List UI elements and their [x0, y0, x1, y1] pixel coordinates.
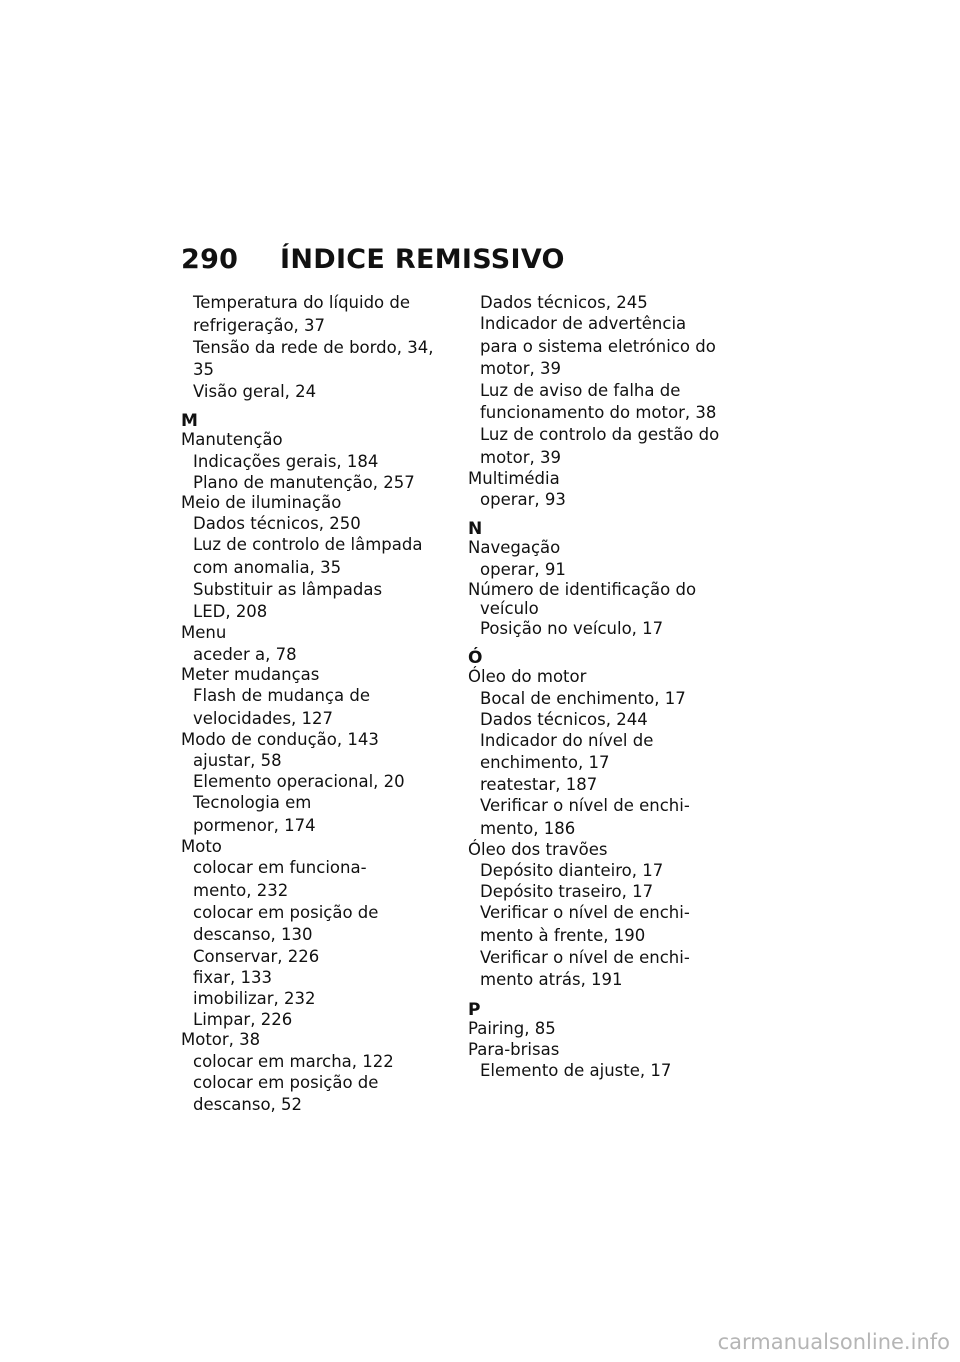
index-entry: Navegação — [468, 538, 561, 557]
index-subentry: ajustar, 58 — [193, 751, 282, 770]
index-subentry-continuation: para o sistema eletrónico do — [480, 336, 716, 356]
index-subentry: Dados técnicos, 244 — [480, 709, 648, 729]
index-letter-heading: N — [468, 519, 483, 539]
index-entry: Óleo dos travões — [468, 839, 608, 859]
index-subentry: Luz de controlo de lâmpada — [193, 535, 423, 554]
index-subentry-continuation: mento, 186 — [480, 818, 576, 838]
index-entry: Menu — [181, 623, 227, 642]
index-entry: Meio de iluminação — [181, 492, 342, 512]
index-subentry: Elemento operacional, 20 — [193, 772, 405, 791]
index-subentry: Indicador do nível de — [480, 730, 654, 750]
index-subentry: Temperatura do líquido de — [193, 293, 411, 312]
index-subentry-continuation: funcionamento do motor, 38 — [480, 403, 717, 422]
index-subentry: Depósito traseiro, 17 — [480, 882, 654, 901]
index-entry: Motor, 38 — [181, 1030, 261, 1049]
index-entry: Moto — [181, 836, 222, 856]
index-subentry: colocar em posição de — [193, 902, 379, 922]
index-entry: Meter mudanças — [181, 664, 320, 684]
index-subentry-continuation: mento atrás, 191 — [480, 970, 623, 989]
index-subentry-continuation: com anomalia, 35 — [193, 557, 342, 577]
index-entry: Modo de condução, 143 — [181, 729, 379, 749]
index-subentry: Visão geral, 24 — [193, 382, 317, 401]
index-subentry-continuation: motor, 39 — [480, 447, 562, 467]
index-subentry-continuation: descanso, 130 — [193, 925, 313, 944]
index-subentry: Verificar o nível de enchi- — [480, 947, 690, 967]
index-subentry: Indicador de advertência — [480, 314, 687, 333]
index-subentry: Substituir as lâmpadas — [193, 579, 383, 599]
index-subentry: Plano de manutenção, 257 — [193, 472, 415, 492]
index-subentry: Verificar o nível de enchi- — [480, 796, 690, 815]
index-entry: Multimédia — [468, 468, 560, 488]
index-subentry-continuation: motor, 39 — [480, 358, 562, 378]
index-subentry-continuation: 35 — [193, 360, 214, 379]
index-subentry: Tecnologia em — [193, 793, 312, 812]
index-subentry-continuation: enchimento, 17 — [480, 753, 610, 772]
index-subentry: Dados técnicos, 250 — [193, 514, 361, 533]
index-subentry-continuation: refrigeração, 37 — [193, 315, 326, 335]
index-subentry: Flash de mudança de — [193, 686, 370, 705]
index-entry: Óleo do motor — [468, 667, 587, 686]
index-entry: Para-brisas — [468, 1039, 560, 1059]
index-subentry: Tensão da rede de bordo, 34, — [193, 337, 434, 357]
page-number: 290 — [181, 244, 239, 275]
page-header — [181, 244, 565, 275]
index-subentry: imobilizar, 232 — [193, 989, 316, 1008]
index-subentry: colocar em marcha, 122 — [193, 1051, 394, 1071]
index-subentry: aceder a, 78 — [193, 644, 297, 664]
index-subentry: operar, 91 — [480, 559, 566, 579]
index-column-right — [468, 292, 743, 1081]
index-subentry-continuation: pormenor, 174 — [193, 815, 316, 835]
index-subentry-continuation: mento à frente, 190 — [480, 925, 646, 945]
index-entry-continuation: veículo — [480, 599, 539, 618]
index-subentry: Posição no veículo, 17 — [480, 619, 664, 638]
index-subentry: Depósito dianteiro, 17 — [480, 861, 664, 880]
index-subentry: Bocal de enchimento, 17 — [480, 688, 686, 708]
index-subentry: Dados técnicos, 245 — [480, 293, 648, 312]
index-entry: Manutenção — [181, 430, 283, 449]
index-subentry: Indicações gerais, 184 — [193, 451, 379, 471]
index-subentry: colocar em funciona- — [193, 858, 367, 877]
index-subentry-continuation: LED, 208 — [193, 602, 268, 621]
index-entry: Número de identificação do — [468, 579, 697, 599]
index-letter-heading: Ó — [468, 648, 483, 668]
index-subentry: reatestar, 187 — [480, 775, 598, 794]
index-subentry: Limpar, 226 — [193, 1010, 293, 1029]
index-subentry: Luz de controlo da gestão do — [480, 425, 720, 444]
index-subentry: fixar, 133 — [193, 968, 273, 987]
index-subentry: Verificar o nível de enchi- — [480, 903, 690, 922]
index-entry: Pairing, 85 — [468, 1019, 556, 1038]
index-subentry-continuation: descanso, 52 — [193, 1095, 303, 1114]
index-subentry: Luz de aviso de falha de — [480, 380, 681, 400]
index-letter-heading: M — [181, 411, 198, 431]
index-subentry: Elemento de ajuste, 17 — [480, 1061, 672, 1080]
index-letter-heading: P — [468, 1000, 481, 1020]
index-subentry: operar, 93 — [480, 490, 566, 509]
index-subentry: colocar em posição de — [193, 1072, 379, 1092]
index-subentry-continuation: velocidades, 127 — [193, 708, 334, 728]
page-title: ÍNDICE REMISSIVO — [280, 244, 565, 275]
index-subentry-continuation: mento, 232 — [193, 880, 289, 900]
index-column-left — [181, 292, 456, 1116]
watermark: carmanualsonline.info — [717, 1330, 950, 1354]
index-subentry: Conservar, 226 — [193, 947, 320, 966]
